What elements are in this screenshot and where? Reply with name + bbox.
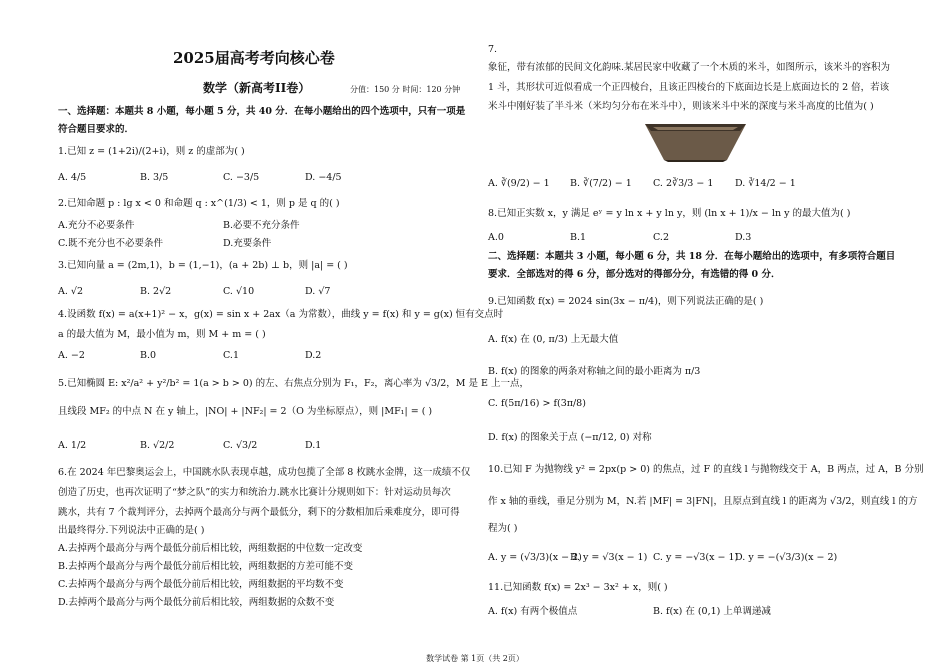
q2-option-a: A.充分不必要条件 [58, 220, 135, 231]
q6-stem-4: 出最终得分.下列说法中正确的是( ) [58, 525, 205, 536]
q8-option-d: D.3 [735, 232, 752, 243]
q7-number: 7. [488, 44, 498, 55]
q2-option-c: C.既不充分也不必要条件 [58, 238, 163, 249]
subject-title: 数学（新高考II卷） [203, 81, 311, 95]
q6-stem-2: 创造了历史，也再次证明了“梦之队”的实力和统治力.跳水比赛计分规则如下：针对运动员每次 [58, 487, 451, 498]
q6-stem: 6.在 2024 年巴黎奥运会上，中国跳水队表现卓越，成功包揽了全部 8 枚跳水金牌，这一成绩不仅 [58, 467, 471, 478]
q11-option-b: B. f(x) 在 (0,1) 上单调递减 [653, 606, 771, 617]
section2-heading: 二、选择题：本题共 3 小题，每小题 6 分，共 18 分．在每小题给出的选项中，有多项符合题目 [488, 251, 896, 262]
q11-stem: 11.已知函数 f(x) = 2x³ − 3x² + x，则( ) [488, 582, 668, 593]
q6-option-b: B.去掉两个最高分与两个最低分前后相比较，两组数据的方差可能不变 [58, 561, 354, 572]
q7-option-c: C. 2∛3/3 − 1 [653, 178, 714, 189]
q10-option-c: C. y = −√3(x − 1) [653, 552, 739, 563]
q2-option-d: D.充要条件 [223, 238, 272, 249]
q4-option-b: B.0 [140, 350, 157, 361]
q4-stem-cont: a 的最大值为 M，最小值为 m，则 M + m = ( ) [58, 329, 266, 340]
q8-option-c: C.2 [653, 232, 669, 243]
q5-stem: 5.已知椭圆 E: x²/a² + y²/b² = 1(a > b > 0) 的左、右焦点分别为 F₁，F₂，离心率为 √3/2，M 是 E 上一点， [58, 378, 530, 389]
q7-option-d: D. ∛14/2 − 1 [735, 178, 796, 189]
section1-heading-cont: 符合题目要求的． [58, 124, 135, 135]
q10-stem-3: 程为( ) [488, 523, 518, 534]
q5-stem-cont: 且线段 MF₂ 的中点 N 在 y 轴上，|NO| + |NF₂| = 2（O 为坐标原点），则 |MF₁| = ( ) [58, 406, 433, 417]
q3-option-a: A. √2 [58, 286, 83, 297]
q3-option-c: C. √10 [223, 286, 255, 297]
q7-stem-2: 1 斗，其形状可近似看成一个正四棱台，且该正四棱台的下底面边长是上底面边长的 2 倍，若该 [488, 82, 890, 93]
q4-option-a: A. −2 [58, 350, 85, 361]
section2-heading-cont: 要求．全部选对的得 6 分，部分选对的得部分分，有选错的得 0 分． [488, 269, 781, 280]
q5-option-d: D.1 [305, 440, 322, 451]
q9-option-c: C. f(5π/16) > f(3π/8) [488, 398, 586, 409]
page-title: 2025届高考考向核心卷 [173, 49, 335, 67]
q6-option-c: C.去掉两个最高分与两个最低分前后相比较，两组数据的平均数不变 [58, 579, 344, 590]
q5-option-a: A. 1/2 [58, 440, 87, 451]
q2-stem: 2.已知命题 p : lg x < 0 和命题 q : x^(1/3) < 1，则 p 是 q 的( ) [58, 198, 340, 209]
q1-option-c: C. −3/5 [223, 172, 260, 183]
score-time: 分值：150 分 时间：120 分钟 [350, 85, 461, 94]
q8-option-a: A.0 [488, 232, 504, 243]
q10-stem: 10.已知 F 为抛物线 y² = 2px(p > 0) 的焦点，过 F 的直线 l 与抛物线交于 A，B 两点，过 A，B 分别 [488, 464, 924, 475]
q7-stem-3: 米斗中刚好装了半斗米（米均匀分布在米斗中），则该米斗中米的深度与米斗高度的比值为( ) [488, 101, 874, 112]
q7-stem: 象征，带有浓郁的民间文化韵味.某居民家中收藏了一个木质的米斗，如图所示，该米斗的容积为 [488, 62, 891, 73]
q7-option-b: B. ∛(7/2) − 1 [570, 178, 632, 189]
q4-option-c: C.1 [223, 350, 239, 361]
q9-option-d: D. f(x) 的图象关于点 (−π/12, 0) 对称 [488, 432, 652, 443]
page-footer: 数学试卷 第 1页（共 2页） [426, 654, 524, 663]
q10-option-d: D. y = −(√3/3)(x − 2) [735, 552, 838, 563]
q1-option-b: B. 3/5 [140, 172, 169, 183]
q4-stem: 4.设函数 f(x) = a(x+1)² − x，g(x) = sin x + 2ax（a 为常数），曲线 y = f(x) 和 y = g(x) 恒有交点时 [58, 309, 504, 320]
rice-measure-image [643, 118, 748, 163]
q3-stem: 3.已知向量 a = (2m,1)，b = (1,−1)，(a + 2b) ⊥ b，则 |a| = ( ) [58, 260, 348, 271]
q9-option-b: B. f(x) 的图象的两条对称轴之间的最小距离为 π/3 [488, 366, 701, 377]
q8-option-b: B.1 [570, 232, 587, 243]
q6-stem-3: 跳水，共有 7 个裁判评分，去掉两个最高分与两个最低分，剩下的分数相加后乘难度分，即可得 [58, 507, 460, 518]
q7-option-a: A. ∛(9/2) − 1 [488, 178, 550, 189]
q1-stem: 1.已知 z = (1+2i)/(2+i)，则 z 的虚部为( ) [58, 146, 245, 157]
q8-stem: 8.已知正实数 x，y 满足 eʸ = y ln x + y ln y，则 (ln x + 1)/x − ln y 的最大值为( ) [488, 208, 851, 219]
q3-option-d: D. √7 [305, 286, 331, 297]
q2-option-b: B.必要不充分条件 [223, 220, 300, 231]
q9-stem: 9.已知函数 f(x) = 2024 sin(3x − π/4)，则下列说法正确的是( ) [488, 296, 764, 307]
q5-option-c: C. √3/2 [223, 440, 258, 451]
q4-option-d: D.2 [305, 350, 322, 361]
q1-option-a: A. 4/5 [58, 172, 87, 183]
q1-option-d: D. −4/5 [305, 172, 342, 183]
q10-option-a: A. y = (√3/3)(x − 2) [488, 552, 582, 563]
q10-stem-2: 作 x 轴的垂线，垂足分别为 M，N.若 |MF| = 3|FN|，且原点到直线 l 的距离为 √3/2，则直线 l 的方 [488, 496, 918, 507]
q6-option-d: D.去掉两个最高分与两个最低分前后相比较，两组数据的众数不变 [58, 597, 335, 608]
q3-option-b: B. 2√2 [140, 286, 172, 297]
q11-option-a: A. f(x) 有两个极值点 [488, 606, 578, 617]
q10-option-b: B. y = √3(x − 1) [570, 552, 648, 563]
section1-heading: 一、选择题：本题共 8 小题，每小题 5 分，共 40 分．在每小题给出的四个选项中，只有一项是 [58, 106, 466, 117]
q5-option-b: B. √2/2 [140, 440, 175, 451]
q9-option-a: A. f(x) 在 (0, π/3) 上无最大值 [488, 334, 619, 345]
q6-option-a: A.去掉两个最高分与两个最低分前后相比较，两组数据的中位数一定改变 [58, 543, 363, 554]
